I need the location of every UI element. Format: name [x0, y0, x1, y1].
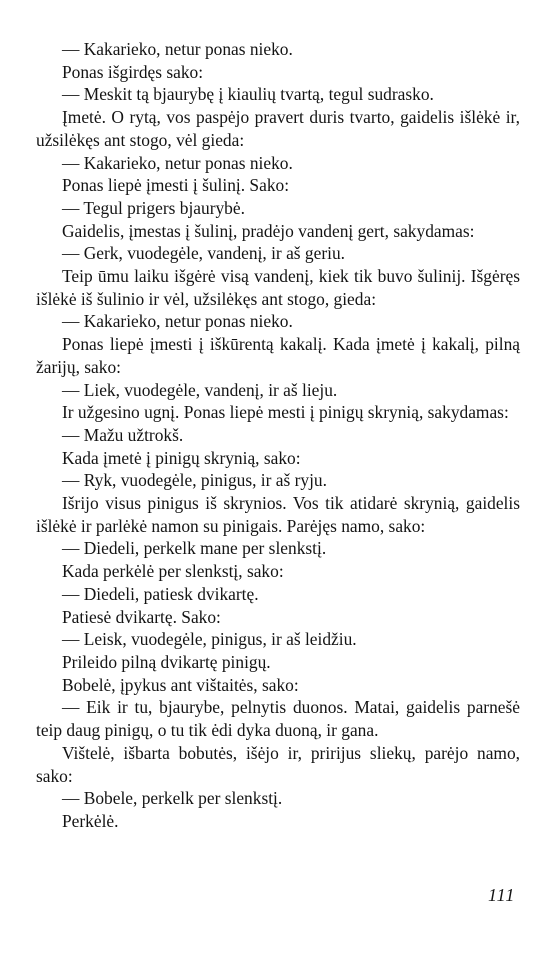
paragraph: — Diedeli, patiesk dvikartę.	[62, 583, 259, 604]
paragraph: — Gerk, vuodegėle, vandenį, ir aš geriu.	[62, 243, 345, 264]
paragraph: Patiesė dvikartę. Sako:	[62, 606, 221, 627]
paragraph: Ir užgesino ugnį. Ponas liepė mesti į pinigų skrynią, sakydamas:	[62, 402, 509, 423]
paragraph: Ponas liepė įmesti į šulinį. Sako:	[62, 175, 290, 196]
paragraph: Įmetė. O rytą, vos paspėjo pravert duris tvarto, gaidelis išlėkė ir, užsilėkęs ant stogo, vėl gieda:	[36, 107, 520, 150]
paragraph: Bobelė, įpykus ant vištaitės, sako:	[62, 674, 299, 695]
page-number: 111	[488, 885, 516, 905]
paragraph: Vištelė, išbarta bobutės, išėjo ir, pririjus sliekų, parėjo namo, sako:	[36, 742, 520, 786]
paragraph: Kada įmetė į pinigų skrynią, sako:	[62, 447, 301, 468]
paragraph: — Bobele, perkelk per slenkstį.	[62, 788, 283, 809]
paragraph: — Liek, vuodegėle, vandenį, ir aš lieju.	[62, 379, 338, 400]
paragraph: Ponas liepė įmesti į iškūrentą kakalį. Kada įmetė į kakalį, pilną žarijų, sako:	[36, 334, 520, 377]
paragraph: — Diedeli, perkelk mane per slenkstį.	[62, 538, 327, 559]
paragraph: — Meskit tą bjaurybę į kiaulių tvartą, tegul sudrasko.	[62, 84, 434, 105]
paragraph: — Kakarieko, netur ponas nieko.	[62, 311, 293, 332]
paragraph: — Eik ir tu, bjaurybe, pelnytis duonos. Matai, gaidelis parnešė teip daug pinigų, o tu tik ėdi dyka duoną, ir gana.	[36, 697, 520, 741]
paragraph: Gaidelis, įmestas į šulinį, pradėjo vandenį gert, sakydamas:	[62, 220, 475, 241]
paragraph: Kada perkėlė per slenkstį, sako:	[62, 561, 284, 582]
paragraph: — Leisk, vuodegėle, pinigus, ir aš leidžiu.	[62, 629, 357, 650]
paragraph: Ponas išgirdęs sako:	[62, 61, 204, 82]
paragraph: Teip ūmu laiku išgėrė visą vandenį, kiek tik buvo šulinij. Išgėręs išlėkė iš šulinio ir vėl, užsilėkęs ant stogo, gieda:	[36, 266, 520, 309]
page-body	[36, 38, 520, 833]
paragraph: — Tegul prigers bjaurybė.	[62, 197, 245, 218]
paragraph: — Ryk, vuodegėle, pinigus, ir aš ryju.	[62, 470, 327, 491]
paragraph: Perkėlė.	[62, 810, 119, 831]
paragraph: — Kakarieko, netur ponas nieko.	[62, 39, 293, 59]
paragraph: Išrijo visus pinigus iš skrynios. Vos tik atidarė skrynią, gaidelis išlėkė ir parlėkė namon su pinigais. Parėjęs namo, sako:	[36, 493, 520, 536]
paragraph: — Mažu užtrokš.	[62, 424, 184, 445]
paragraph: — Kakarieko, netur ponas nieko.	[62, 152, 293, 173]
paragraph: Prileido pilną dvikartę pinigų.	[62, 651, 271, 672]
